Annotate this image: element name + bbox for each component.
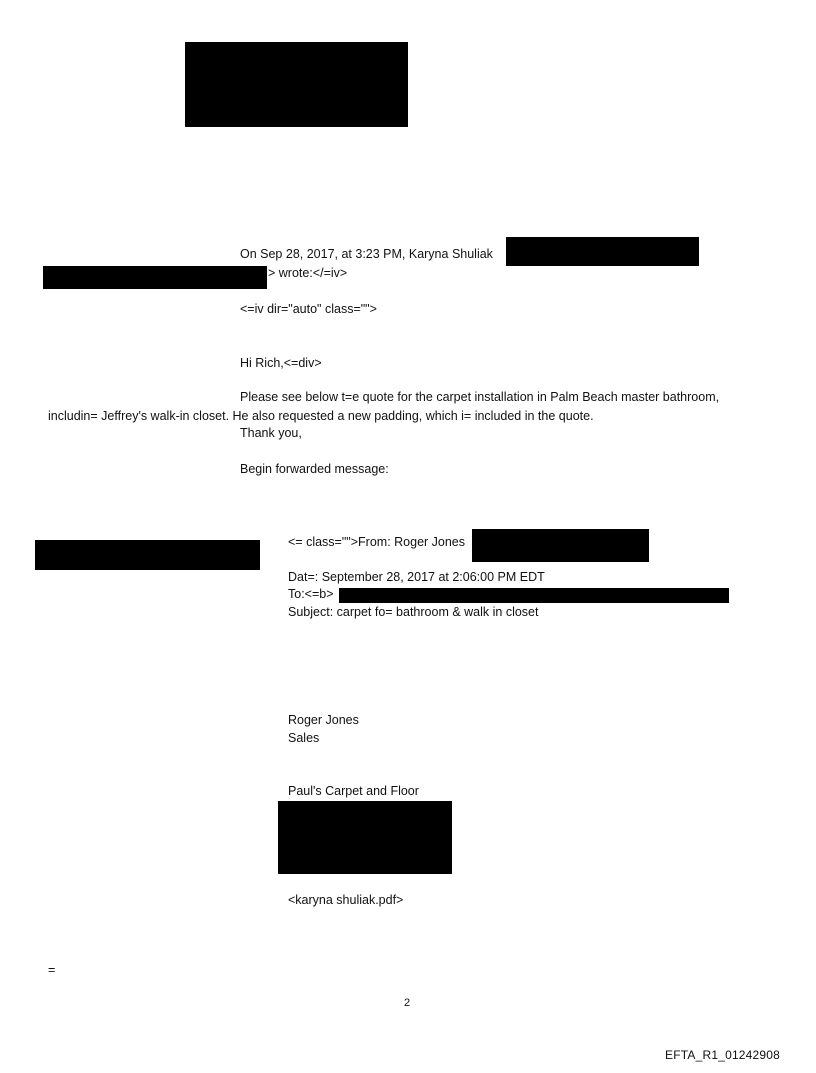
redaction-sender-address xyxy=(43,266,267,289)
redaction-to-recipients xyxy=(339,588,729,603)
greeting: Hi Rich,<=div> xyxy=(240,356,322,370)
attachment-filename: <karyna shuliak.pdf> xyxy=(288,893,404,907)
forwarded-to: To:<=b> xyxy=(288,587,334,601)
redaction-sender-email xyxy=(506,237,699,266)
signature-name: Roger Jones xyxy=(288,713,359,727)
signature-title: Sales xyxy=(288,731,320,745)
forwarded-date: Dat=: September 28, 2017 at 2:06:00 PM EDT xyxy=(288,570,545,584)
forwarded-from: <= class="">From: Roger Jones xyxy=(288,535,466,549)
redaction-from-email xyxy=(472,529,649,562)
body-line-2: includin= Jeffrey's walk-in closet. He also requested a new padding, which i= included in the quote. xyxy=(48,409,594,423)
redaction-block-header xyxy=(185,42,408,127)
reply-header: On Sep 28, 2017, at 3:23 PM, Karyna Shuliak xyxy=(240,247,493,261)
body-line-1: Please see below t=e quote for the carpet installation in Palm Beach master bathroom, xyxy=(240,390,720,404)
thanks-line: Thank you, xyxy=(240,426,302,440)
wrote-line: > wrote:</=iv> xyxy=(268,266,348,280)
trailing-equals: = xyxy=(48,963,56,977)
forward-label: Begin forwarded message: xyxy=(240,462,389,476)
page-number: 2 xyxy=(404,997,411,1009)
signature-company: Paul's Carpet and Floor xyxy=(288,784,419,798)
div-tag-line: <=iv dir="auto" class=""> xyxy=(240,302,377,316)
redaction-company-logo xyxy=(278,801,452,874)
forwarded-subject: Subject: carpet fo= bathroom & walk in closet xyxy=(288,605,539,619)
bates-number: EFTA_R1_01242908 xyxy=(665,1048,781,1062)
redaction-left-block xyxy=(35,540,260,570)
